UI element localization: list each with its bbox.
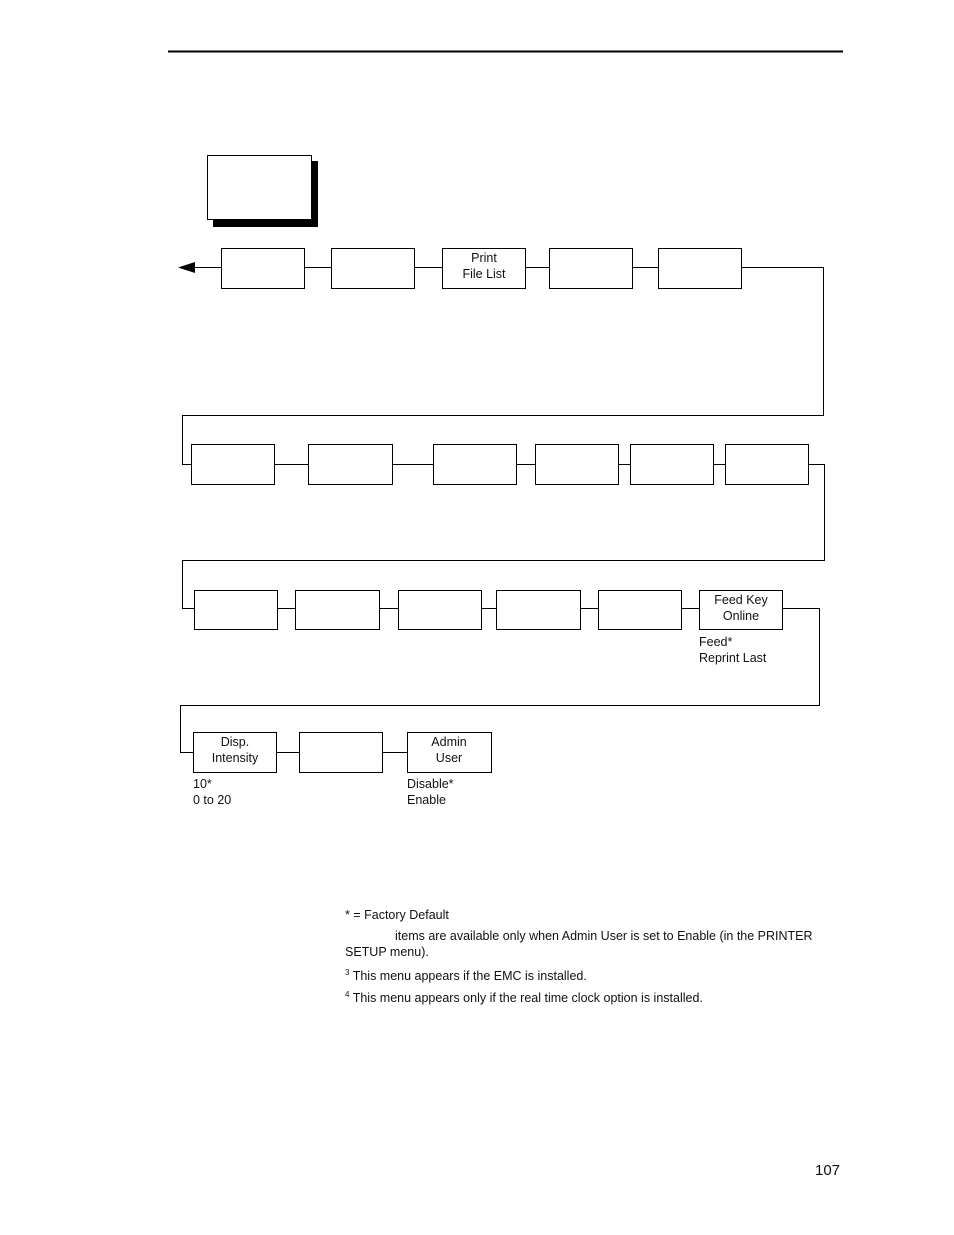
menu-box — [222, 249, 305, 289]
menu-box — [497, 591, 581, 630]
option-default: Feed* — [699, 635, 733, 649]
admin-user-label-line1: Admin — [431, 735, 467, 749]
disp-intensity-label-line1: Disp. — [220, 735, 250, 749]
print-file-list-label-line2: File List — [462, 267, 506, 281]
footnote-3 — [345, 965, 825, 984]
option: Enable — [407, 793, 446, 807]
option-default: 10* — [193, 777, 212, 791]
menu-box — [300, 733, 383, 773]
admin-user-options — [407, 776, 454, 808]
menu-title-box — [208, 156, 312, 220]
menu-box — [309, 445, 393, 485]
option-default: Disable* — [407, 777, 454, 791]
menu-box — [332, 249, 415, 289]
menu-box — [195, 591, 278, 630]
footnote-4 — [345, 987, 825, 1006]
feed-key-online-label-line2: Online — [722, 609, 760, 623]
menu-box — [631, 445, 714, 485]
admin-user-label-line2: User — [435, 751, 463, 765]
footnote-4-mark: 4 — [345, 990, 350, 999]
return-arrow-icon — [178, 262, 195, 273]
menu-box — [434, 445, 517, 485]
menu-box — [550, 249, 633, 289]
admin-items-note — [345, 928, 820, 960]
footnote-3-text: This menu appears if the EMC is installed. — [352, 969, 587, 984]
menu-box — [726, 445, 809, 485]
menu-box — [659, 249, 742, 289]
menu-box — [536, 445, 619, 485]
admin-items-note-text: items are available only when Admin User is set to Enable (in the PRINTER SETUP menu). — [345, 929, 813, 959]
print-file-list-label-line1: Print — [471, 251, 497, 265]
menu-box — [192, 445, 275, 485]
footnote-3-mark: 3 — [345, 968, 350, 977]
menu-box — [399, 591, 482, 630]
page-number: 107 — [815, 1162, 841, 1179]
footnote-4-text: This menu appears only if the real time clock option is installed. — [352, 991, 703, 1006]
connector-lines — [181, 268, 825, 753]
option: Reprint Last — [699, 651, 767, 665]
menu-box — [599, 591, 682, 630]
option: 0 to 20 — [193, 793, 232, 807]
disp-intensity-label-line2: Intensity — [211, 751, 259, 765]
menu-box — [296, 591, 380, 630]
factory-default-note: * = Factory Default — [345, 908, 449, 922]
feed-key-online-label-line1: Feed Key — [714, 593, 768, 607]
disp-intensity-options — [193, 776, 231, 808]
feed-key-options — [699, 634, 766, 666]
